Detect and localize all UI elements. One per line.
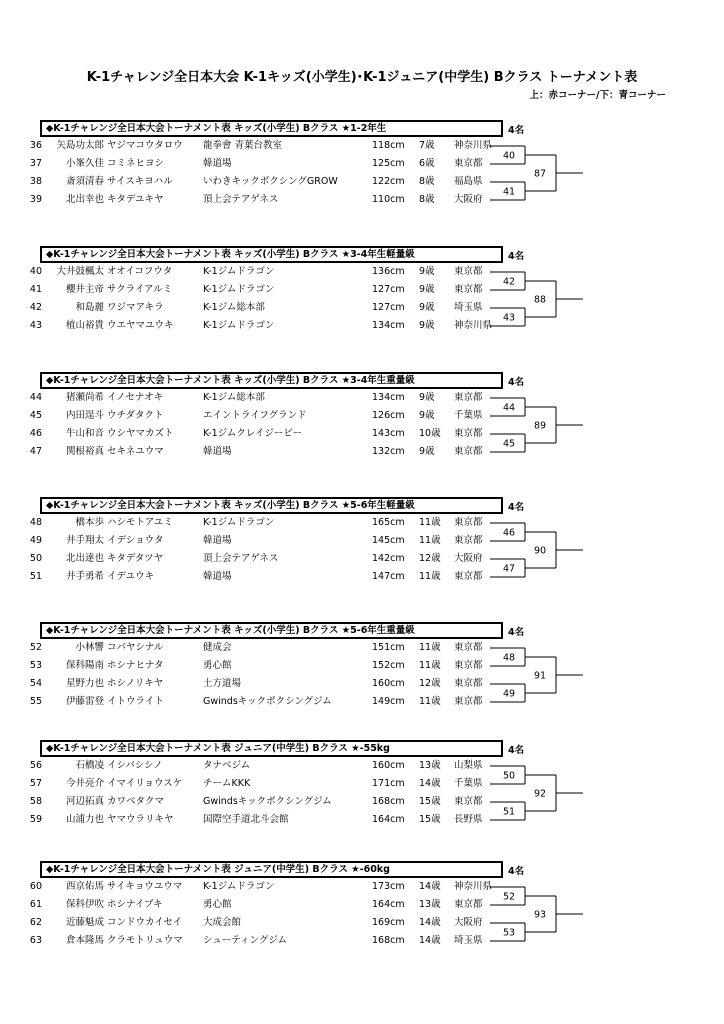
fighter-name: 牛山和音 (65, 428, 104, 439)
prefecture: 千葉県 (454, 778, 483, 789)
fighter-age: 6歳 (419, 158, 435, 169)
match-number: 93 (534, 909, 547, 921)
match-number: 49 (503, 688, 516, 700)
fighter-kana: キタデタツヤ (107, 553, 164, 564)
tournament-section (0, 246, 724, 371)
fighter-height: 165cm (372, 517, 405, 528)
fighter-kana: イノセナオキ (107, 392, 164, 403)
fighter-kana: コンドウカイセイ (107, 917, 183, 928)
tournament-section (0, 497, 724, 622)
fighter-age: 11歳 (419, 571, 441, 582)
gym-name: タナベジム (203, 760, 251, 771)
entry-number: 57 (29, 778, 42, 789)
prefecture: 大阪府 (454, 917, 483, 928)
prefecture: 大阪府 (454, 553, 483, 564)
prefecture: 神奈川県 (454, 881, 493, 892)
fighter-height: 127cm (372, 284, 405, 295)
fighter-kana: イデショウタ (107, 535, 164, 546)
fighter-age: 7歳 (419, 140, 435, 151)
fighter-kana: コバヤシナル (107, 642, 164, 653)
match-number: 50 (503, 770, 516, 782)
prefecture: 東京都 (454, 571, 483, 582)
match-number: 44 (503, 402, 516, 414)
prefecture: 東京都 (454, 535, 483, 546)
gym-name: チームKKK (203, 778, 251, 789)
fighter-height: 142cm (372, 553, 405, 564)
fighter-height: 168cm (372, 935, 405, 946)
gym-name: K-1ジムドラゴン (203, 320, 275, 331)
prefecture: 大阪府 (454, 194, 483, 205)
gym-name: Gwindsキックボクシングジム (203, 696, 332, 707)
fighter-name: 星野力也 (65, 678, 104, 689)
fighter-name: 山浦力也 (65, 814, 104, 825)
fighter-age: 9歳 (419, 446, 435, 457)
fighter-name: 倉本隆馬 (65, 935, 104, 946)
prefecture: 千葉県 (454, 410, 483, 421)
gym-name: 韓道場 (203, 446, 232, 457)
gym-name: 勇心館 (203, 899, 232, 910)
fighter-kana: イトウライト (107, 696, 164, 707)
entry-number: 50 (29, 553, 42, 564)
prefecture: 東京都 (454, 642, 483, 653)
participant-count: 4名 (508, 745, 525, 756)
match-number: 53 (503, 927, 516, 939)
fighter-age: 11歳 (419, 660, 441, 671)
fighter-age: 11歳 (419, 642, 441, 653)
prefecture: 東京都 (454, 678, 483, 689)
gym-name: エイントライフグランド (203, 410, 307, 421)
entry-number: 47 (29, 446, 42, 457)
fighter-age: 9歳 (419, 392, 435, 403)
gym-name: 韓道場 (203, 158, 232, 169)
fighter-age: 11歳 (419, 517, 441, 528)
fighter-name: 橋本歩 (75, 517, 104, 528)
fighter-kana: セキネユウマ (107, 446, 164, 457)
fighter-age: 15歳 (419, 796, 441, 807)
entry-number: 53 (29, 660, 42, 671)
fighter-age: 15歳 (419, 814, 441, 825)
fighter-height: 169cm (372, 917, 405, 928)
fighter-kana: コミネヒヨシ (107, 158, 165, 169)
fighter-name: 北出幸也 (65, 194, 104, 205)
fighter-age: 10歳 (419, 428, 441, 439)
gym-name: Gwindsキックボクシングジム (203, 796, 332, 807)
entry-number: 40 (29, 266, 42, 277)
gym-name: 土方道場 (203, 678, 242, 689)
match-number: 52 (503, 891, 516, 903)
tournament-section (0, 861, 724, 986)
match-number: 41 (503, 186, 516, 198)
fighter-height: 126cm (372, 410, 405, 421)
prefecture: 東京都 (454, 446, 483, 457)
fighter-name: 河辺拓真 (65, 796, 104, 807)
prefecture: 東京都 (454, 796, 483, 807)
fighter-age: 8歳 (419, 176, 435, 187)
tournament-section (0, 120, 724, 245)
fighter-height: 132cm (372, 446, 405, 457)
match-number: 87 (534, 168, 547, 180)
fighter-name: 矢島功太郎 (56, 140, 104, 151)
fighter-kana: ホシノリキヤ (107, 678, 164, 689)
prefecture: 東京都 (454, 392, 483, 403)
fighter-kana: ウシヤマカズト (107, 428, 174, 439)
fighter-kana: ホシナイブキ (107, 899, 163, 910)
fighter-height: 136cm (372, 266, 405, 277)
fighter-height: 173cm (372, 881, 405, 892)
entry-number: 54 (29, 678, 42, 689)
fighter-kana: オオイコフウタ (107, 266, 173, 277)
fighter-height: 143cm (372, 428, 405, 439)
match-number: 92 (534, 788, 547, 800)
prefecture: 東京都 (454, 517, 483, 528)
match-number: 40 (503, 150, 516, 162)
fighter-age: 13歳 (419, 760, 441, 771)
fighter-kana: サイキョウユウマ (107, 881, 183, 892)
entry-number: 49 (29, 535, 42, 546)
bracket-lines (0, 372, 724, 482)
participant-count: 4名 (508, 377, 525, 388)
entry-number: 39 (29, 194, 42, 205)
gym-name: K-1ジムドラゴン (203, 284, 275, 295)
fighter-name: 保科伊吹 (65, 899, 104, 910)
section-header: ◆K-1チャレンジ全日本大会トーナメント表 キッズ(小学生) Bクラス ★3-4年生重量級 (40, 372, 503, 389)
fighter-height: 168cm (372, 796, 405, 807)
fighter-kana: ヤマウラリキヤ (107, 814, 174, 825)
entry-number: 42 (29, 302, 42, 313)
fighter-height: 147cm (372, 571, 405, 582)
prefecture: 東京都 (454, 696, 483, 707)
fighter-height: 160cm (372, 760, 405, 771)
fighter-name: 小林響 (75, 642, 104, 653)
fighter-age: 9歳 (419, 410, 435, 421)
entry-number: 44 (29, 392, 42, 403)
fighter-age: 9歳 (419, 284, 435, 295)
fighter-kana: イシバシシノ (107, 760, 163, 771)
gym-name: 頂上会テアゲネス (203, 553, 279, 564)
fighter-age: 14歳 (419, 778, 441, 789)
fighter-age: 14歳 (419, 917, 441, 928)
entry-number: 52 (29, 642, 42, 653)
fighter-height: 164cm (372, 814, 405, 825)
entry-number: 36 (29, 140, 42, 151)
section-header: ◆K-1チャレンジ全日本大会トーナメント表 キッズ(小学生) Bクラス ★1-2年生 (40, 120, 503, 137)
bracket-lines (0, 497, 724, 607)
bracket-lines (0, 861, 724, 971)
fighter-name: 今井亮介 (65, 778, 104, 789)
fighter-age: 13歳 (419, 899, 441, 910)
fighter-kana: イデユウキ (107, 571, 155, 582)
bracket-lines (0, 120, 724, 230)
entry-number: 51 (29, 571, 42, 582)
fighter-height: 145cm (372, 535, 405, 546)
fighter-age: 11歳 (419, 696, 441, 707)
fighter-height: 164cm (372, 899, 405, 910)
tournament-section (0, 740, 724, 865)
section-header: ◆K-1チャレンジ全日本大会トーナメント表 ジュニア(中学生) Bクラス ★-60kg (40, 861, 503, 878)
fighter-name: 伊藤雷登 (65, 696, 104, 707)
gym-name: K-1ジムドラゴン (203, 266, 275, 277)
fighter-kana: ウチダタクト (107, 410, 164, 421)
fighter-kana: ヤジマコウタロウ (107, 140, 183, 151)
fighter-height: 110cm (372, 194, 405, 205)
tournament-section (0, 372, 724, 497)
prefecture: 東京都 (454, 158, 483, 169)
bracket-lines (0, 246, 724, 356)
fighter-name: 井手勇希 (65, 571, 104, 582)
entry-number: 45 (29, 410, 42, 421)
participant-count: 4名 (508, 627, 525, 638)
fighter-age: 9歳 (419, 302, 435, 313)
fighter-height: 152cm (372, 660, 405, 671)
fighter-height: 118cm (372, 140, 405, 151)
participant-count: 4名 (508, 502, 525, 513)
prefecture: 神奈川県 (454, 320, 493, 331)
section-header: ◆K-1チャレンジ全日本大会トーナメント表 ジュニア(中学生) Bクラス ★-55kg (40, 740, 503, 757)
entry-number: 59 (29, 814, 42, 825)
entry-number: 55 (29, 696, 42, 707)
participant-count: 4名 (508, 251, 525, 262)
entry-number: 58 (29, 796, 42, 807)
entry-number: 56 (29, 760, 42, 771)
fighter-height: 171cm (372, 778, 405, 789)
bracket-lines (0, 622, 724, 732)
match-number: 42 (503, 276, 516, 288)
fighter-height: 134cm (372, 392, 405, 403)
fighter-age: 14歳 (419, 881, 441, 892)
gym-name: K-1ジム総本部 (203, 302, 265, 313)
gym-name: 頂上会テアゲネス (203, 194, 279, 205)
entry-number: 41 (29, 284, 42, 295)
fighter-name: 斎須清春 (65, 176, 104, 187)
match-number: 89 (534, 420, 547, 432)
fighter-age: 9歳 (419, 320, 435, 331)
entry-number: 62 (29, 917, 42, 928)
fighter-height: 125cm (372, 158, 405, 169)
fighter-age: 14歳 (419, 935, 441, 946)
prefecture: 福島県 (454, 176, 483, 187)
fighter-kana: クラモトリュウマ (107, 935, 183, 946)
fighter-kana: サイスキヨハル (107, 176, 173, 187)
fighter-name: 井手翔太 (65, 535, 104, 546)
match-number: 88 (534, 294, 547, 306)
prefecture: 東京都 (454, 428, 483, 439)
gym-name: 韓道場 (203, 571, 232, 582)
fighter-name: 植山裕貴 (65, 320, 104, 331)
fighter-height: 134cm (372, 320, 405, 331)
gym-name: 韓道場 (203, 535, 232, 546)
match-number: 91 (534, 670, 547, 682)
match-number: 51 (503, 806, 516, 818)
fighter-kana: キタデユキヤ (107, 194, 164, 205)
participant-count: 4名 (508, 125, 525, 136)
fighter-age: 12歳 (419, 678, 441, 689)
prefecture: 神奈川県 (454, 140, 493, 151)
corner-legend: 上：赤コーナー/下：青コーナー (529, 90, 666, 101)
fighter-name: 近藤魁成 (65, 917, 104, 928)
gym-name: いわきキックボクシングGROW (203, 176, 338, 187)
gym-name: 健成会 (203, 642, 232, 653)
match-number: 90 (534, 545, 547, 557)
prefecture: 東京都 (454, 660, 483, 671)
entry-number: 43 (29, 320, 42, 331)
participant-count: 4名 (508, 866, 525, 877)
prefecture: 長野県 (454, 814, 483, 825)
fighter-name: 保科陽南 (65, 660, 104, 671)
fighter-name: 内田逞斗 (65, 410, 104, 421)
fighter-height: 149cm (372, 696, 405, 707)
prefecture: 埼玉県 (454, 302, 483, 313)
fighter-height: 122cm (372, 176, 405, 187)
fighter-kana: カワベタクマ (107, 796, 165, 807)
fighter-kana: ハシモトアユミ (107, 517, 173, 528)
fighter-age: 9歳 (419, 266, 435, 277)
prefecture: 東京都 (454, 284, 483, 295)
fighter-name: 北出達也 (65, 553, 104, 564)
gym-name: 勇心館 (203, 660, 232, 671)
entry-number: 38 (29, 176, 42, 187)
fighter-name: 櫻井主帝 (65, 284, 104, 295)
match-number: 43 (503, 312, 516, 324)
prefecture: 東京都 (454, 266, 483, 277)
entry-number: 48 (29, 517, 42, 528)
prefecture: 山梨県 (454, 760, 483, 771)
page-title: K-1チャレンジ全日本大会 K-1キッズ(小学生)･K-1ジュニア(中学生) Bクラス トーナメント表 (86, 70, 638, 85)
entry-number: 46 (29, 428, 42, 439)
tournament-section (0, 622, 724, 747)
fighter-name: 関根裕真 (65, 446, 104, 457)
fighter-kana: ウエヤマユウキ (107, 320, 174, 331)
gym-name: K-1ジム総本部 (203, 392, 265, 403)
fighter-name: 猪瀬尚希 (65, 392, 104, 403)
match-number: 46 (503, 527, 516, 539)
fighter-age: 11歳 (419, 535, 441, 546)
fighter-height: 160cm (372, 678, 405, 689)
fighter-name: 西京佑馬 (65, 881, 104, 892)
match-number: 48 (503, 652, 516, 664)
prefecture: 東京都 (454, 899, 483, 910)
gym-name: 龍拳會 青葉台教室 (203, 140, 283, 151)
gym-name: 大成会館 (203, 917, 242, 928)
section-header: ◆K-1チャレンジ全日本大会トーナメント表 キッズ(小学生) Bクラス ★5-6年生重量級 (40, 622, 503, 639)
match-number: 47 (503, 563, 516, 575)
entry-number: 37 (29, 158, 42, 169)
fighter-height: 127cm (372, 302, 405, 313)
section-header: ◆K-1チャレンジ全日本大会トーナメント表 キッズ(小学生) Bクラス ★3-4年生軽量級 (40, 246, 503, 263)
gym-name: K-1ジムドラゴン (203, 881, 275, 892)
gym-name: K-1ジムドラゴン (203, 517, 275, 528)
match-number: 45 (503, 438, 516, 450)
entry-number: 60 (29, 881, 42, 892)
fighter-kana: サクライアルミ (107, 284, 173, 295)
gym-name: K-1ジムクレイジービー (203, 428, 302, 439)
fighter-name: 小峯久佳 (65, 158, 104, 169)
fighter-kana: ホシナヒナタ (107, 660, 164, 671)
fighter-kana: ワジマアキラ (107, 302, 164, 313)
prefecture: 埼玉県 (454, 935, 483, 946)
entry-number: 61 (29, 899, 42, 910)
fighter-name: 大井鼓楓太 (56, 266, 104, 277)
gym-name: 国際空手道北斗会館 (203, 814, 289, 825)
fighter-age: 8歳 (419, 194, 435, 205)
fighter-name: 和島麗 (75, 302, 104, 313)
fighter-kana: イマイリョウスケ (107, 778, 183, 789)
bracket-lines (0, 740, 724, 850)
section-header: ◆K-1チャレンジ全日本大会トーナメント表 キッズ(小学生) Bクラス ★5-6年生軽量級 (40, 497, 503, 514)
fighter-height: 151cm (372, 642, 405, 653)
fighter-name: 石橋凌 (75, 760, 104, 771)
entry-number: 63 (29, 935, 42, 946)
fighter-age: 12歳 (419, 553, 441, 564)
gym-name: シューティングジム (203, 935, 287, 946)
